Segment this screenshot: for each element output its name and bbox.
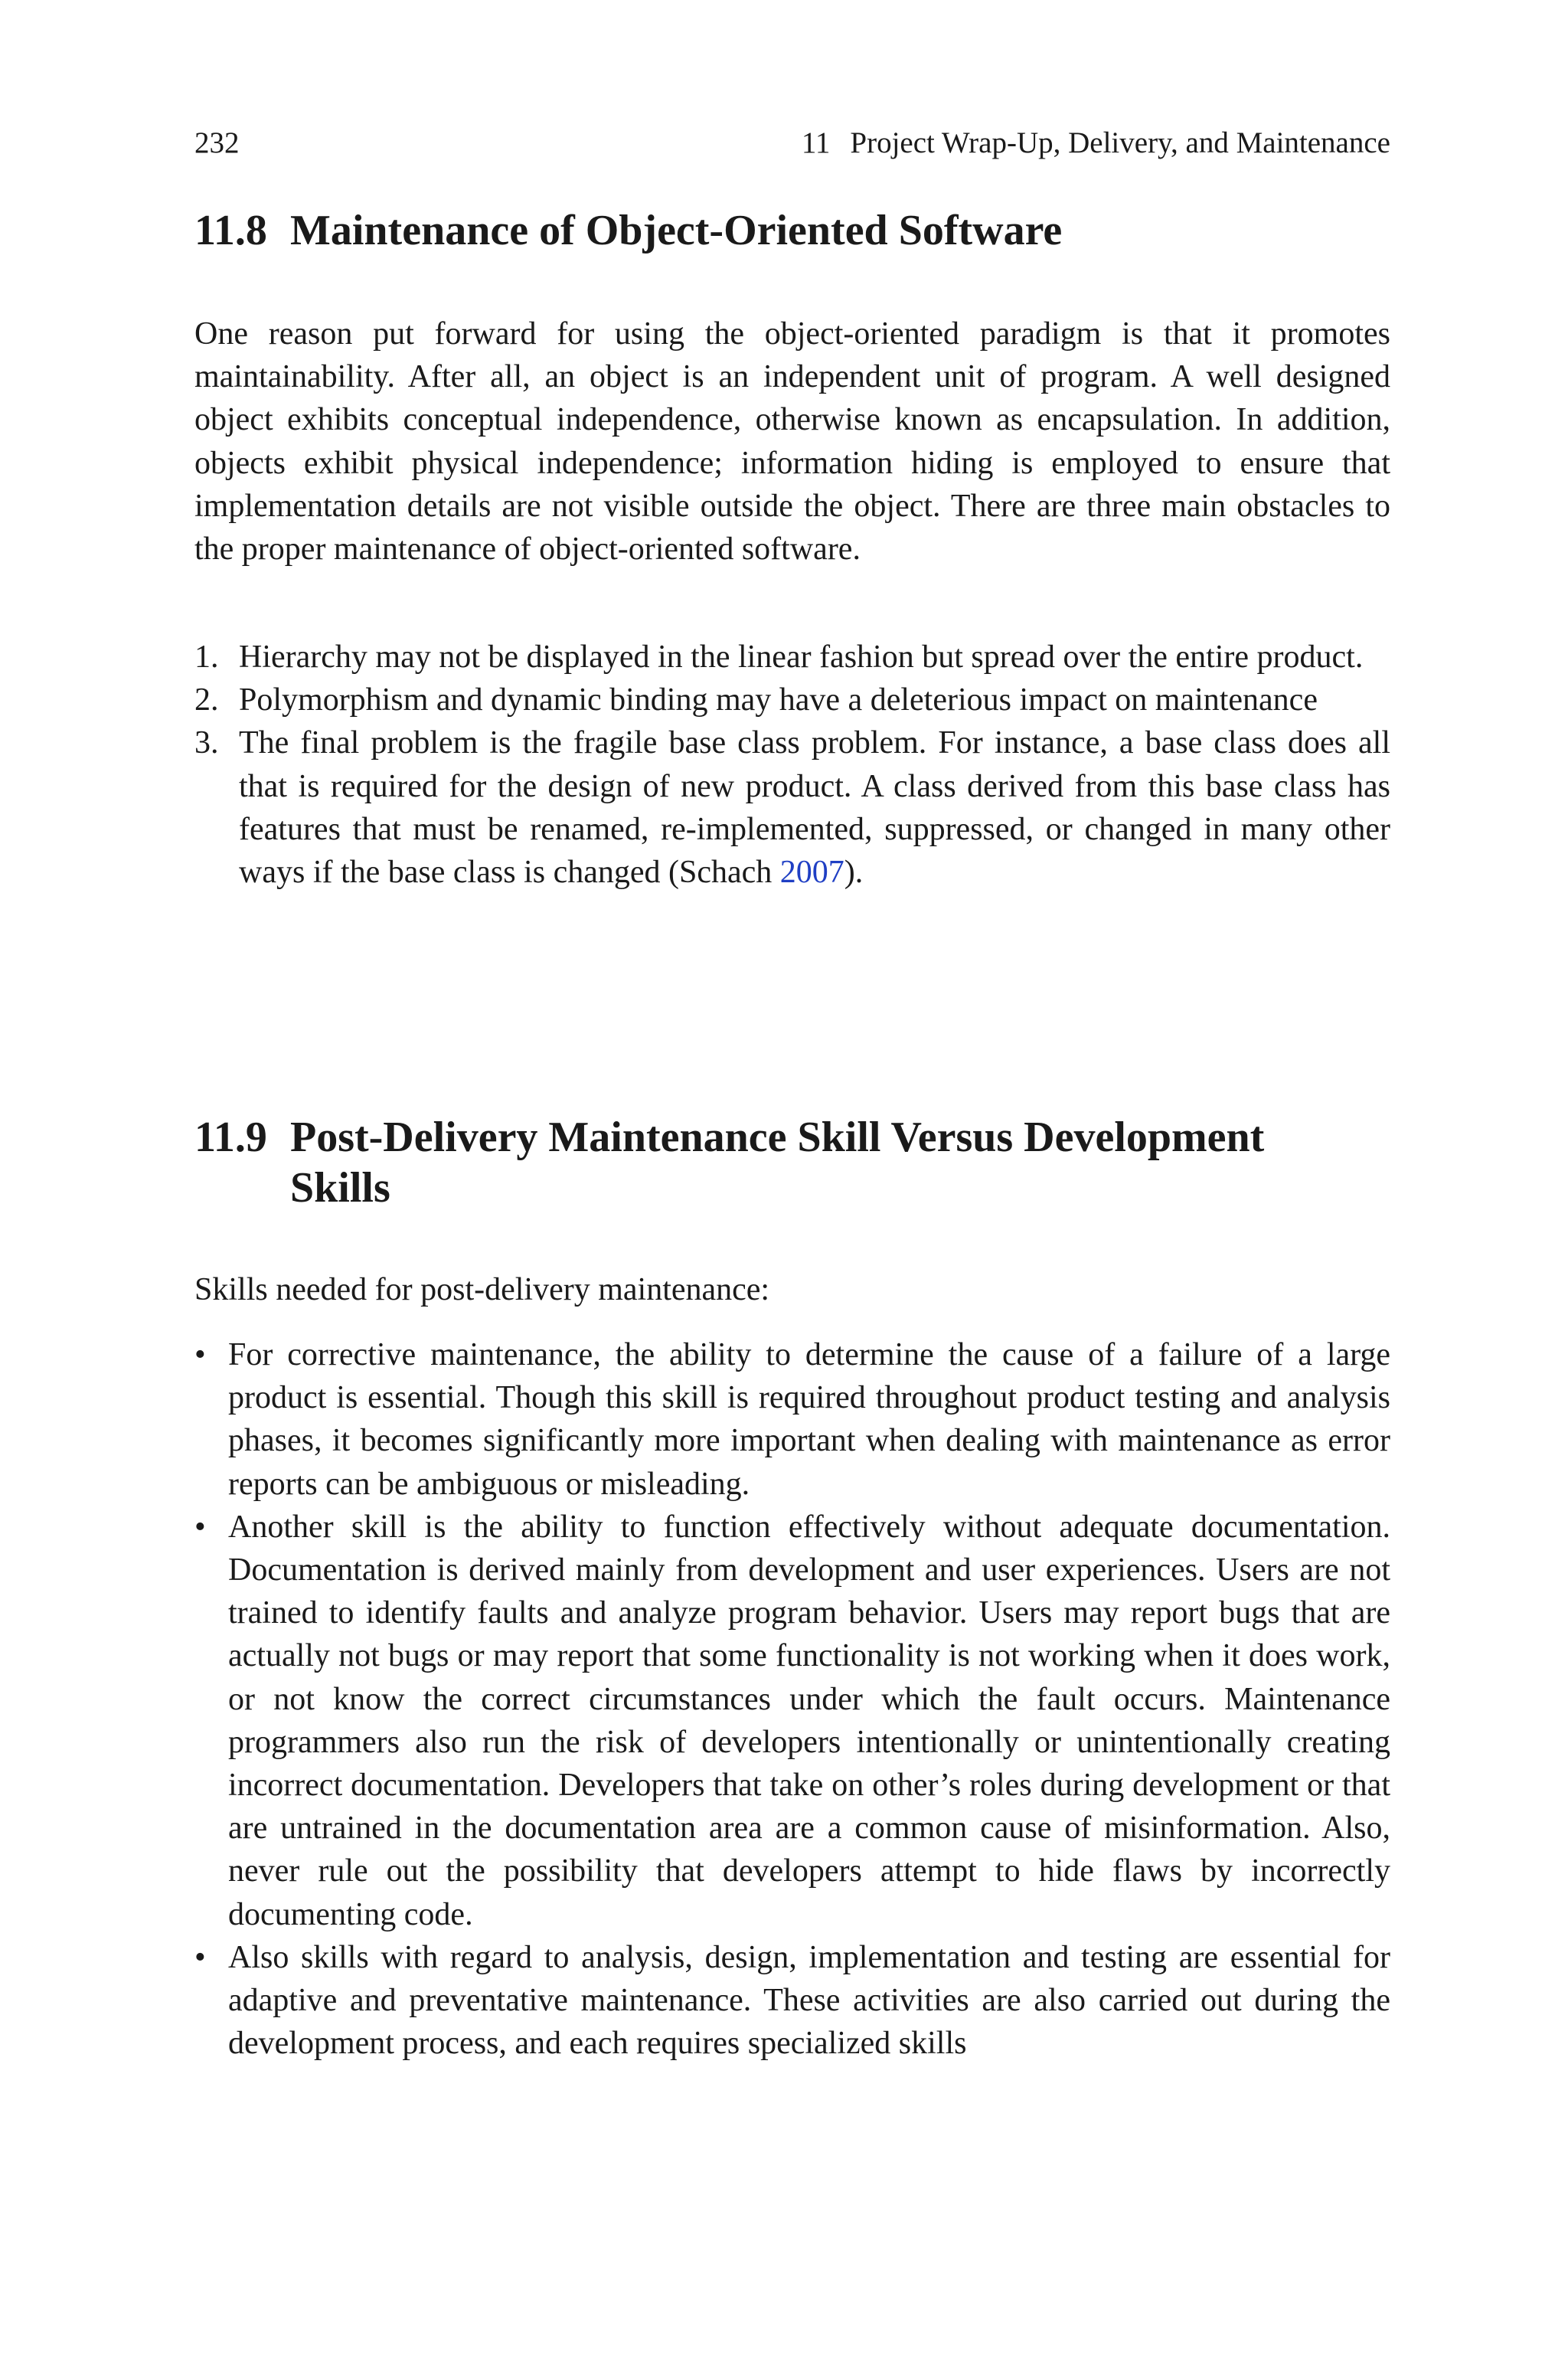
chapter-title: Project Wrap-Up, Delivery, and Maintenance [850, 126, 1390, 159]
list-item-text: Hierarchy may not be displayed in the linear fashion but spread over the entire product. [239, 639, 1364, 675]
obstacles-list [194, 636, 1390, 894]
running-head [194, 124, 1390, 162]
list-marker: 1. [194, 639, 219, 675]
section-title: Maintenance of Object-Oriented Software [290, 207, 1063, 254]
bullet-item [194, 1506, 1390, 1936]
section-heading-11-8 [194, 205, 1390, 256]
chapter-number: 11 [801, 126, 831, 159]
list-item-text-end: ). [844, 855, 864, 891]
bullet-text: For corrective maintenance, the ability to determine the cause of a failure of a large product is essential. Though this skill is required throughout product testing and analysis phases, it becomes significantly more important when dealing with maintenance as error reports can be ambiguous or misleading. [228, 1337, 1390, 1502]
list-marker: 2. [194, 682, 219, 718]
bullet-text: Also skills with regard to analysis, design, implementation and testing are essential for adaptive and preventative maintenance. These activities are also carried out during the development process, and each requires specialized skills [228, 1939, 1390, 2062]
list-item-text: Polymorphism and dynamic binding may have a deleterious impact on maintenance [239, 682, 1318, 718]
page-number: 232 [194, 126, 240, 159]
section-paragraph: One reason put forward for using the object-oriented paradigm is that it promotes maintainability. After all, an object is an independent unit of program. A well designed object exhibits conceptual independence, otherwise known as encapsulation. In addition, objects exhibit physical independence; information hiding is employed to ensure that implementation details are not visible outside the object. There are three main obstacles to the proper maintenance of object-oriented software. [194, 316, 1390, 568]
bullet-marker: • [194, 1337, 206, 1372]
chapter-heading [802, 124, 1390, 162]
skills-list [194, 1333, 1390, 2065]
section-title: Post-Delivery Maintenance Skill Versus Development Skills [290, 1114, 1265, 1212]
section-number: 11.8 [194, 207, 267, 254]
bullet-marker: • [194, 1939, 206, 1975]
bullet-item [194, 1936, 1390, 2066]
section-heading-11-9 [194, 1112, 1343, 1213]
bullet-marker: • [194, 1509, 206, 1545]
list-item-text: The final problem is the fragile base class problem. For instance, a base class does all that is required for the design of new product. A class derived from this base class has features that must be renamed, re-implemented, suppressed, or changed in many other ways if the base class is changed (Schach [239, 725, 1390, 891]
section-number: 11.9 [194, 1114, 267, 1161]
citation-link[interactable]: 2007 [779, 855, 844, 891]
section-intro: Skills needed for post-delivery maintenance: [194, 1272, 770, 1307]
list-item [194, 721, 1390, 894]
list-item [194, 679, 1390, 721]
list-item [194, 636, 1390, 679]
bullet-text: Another skill is the ability to function effectively without adequate documentation. Documentation is derived mainly from development and user experiences. Users are not trained to identify faults and analyze program behavior. Users may report bugs that are actually not bugs or may report that some functionality is not working when it does work, or not know the correct circumstances under which the fault occurs. Maintenance programmers also run the risk of developers intentionally or unintentionally creating incorrect documentation. Developers that take on other’s roles during development or that are untrained in the documentation area are a common cause of misinformation. Also, never rule out the possibility that developers attempt to hide flaws by incorrectly documenting code. [228, 1509, 1390, 1932]
bullet-item [194, 1333, 1390, 1506]
list-marker: 3. [194, 725, 219, 761]
